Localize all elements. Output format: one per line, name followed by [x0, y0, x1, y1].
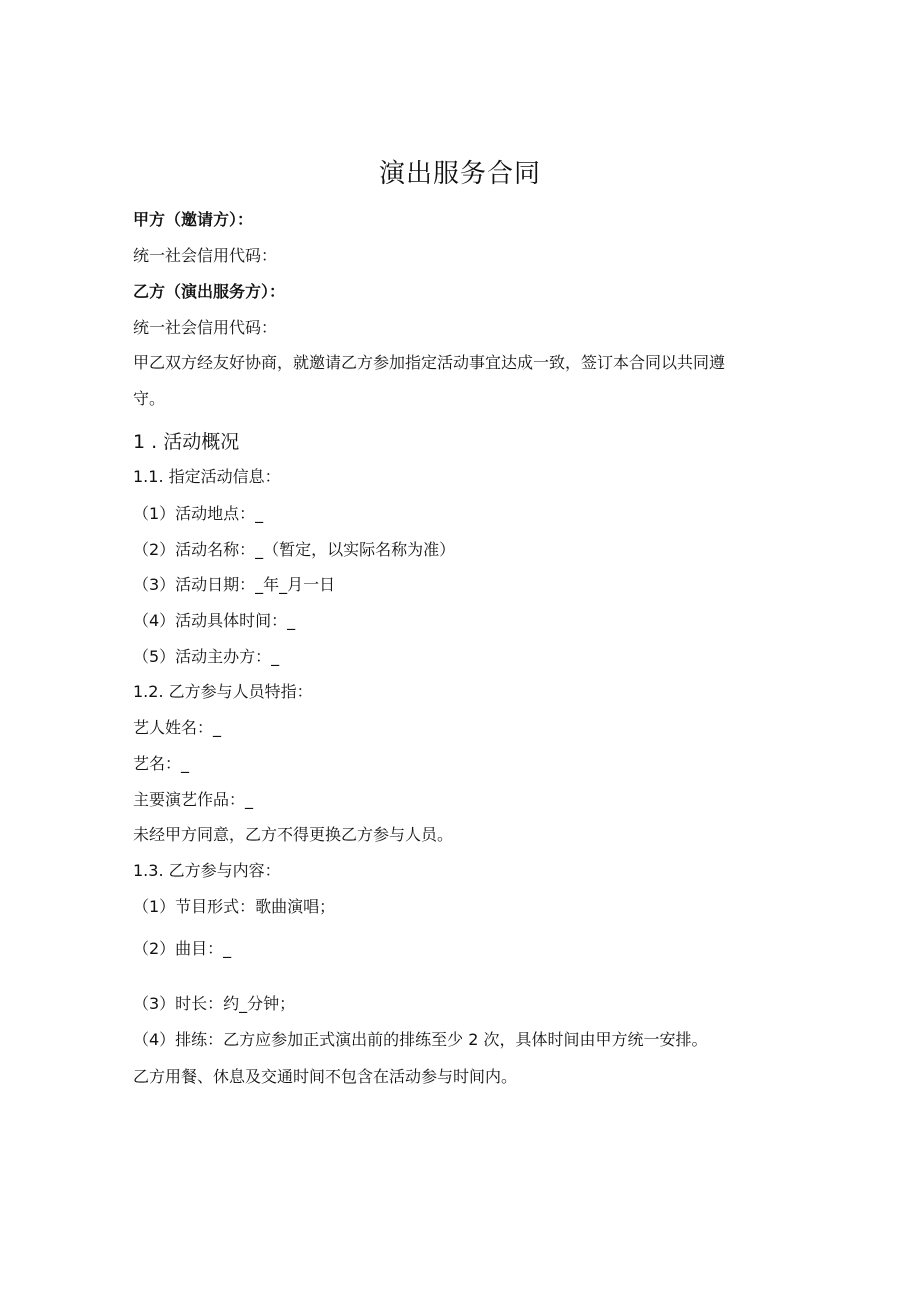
intro-paragraph-line-2: 守。 [133, 389, 166, 408]
closing-note: 乙方用餐、休息及交通时间不包含在活动参与时间内。 [133, 1067, 518, 1086]
stage-name-field: 艺名：_ [133, 754, 190, 773]
activity-info-item: （2）活动名称：_（暂定，以实际名称为准） [133, 540, 456, 559]
section-1-2-heading: 1.2. 乙方参与人员特指： [133, 682, 313, 701]
intro-paragraph-line-1: 甲乙双方经友好协商，就邀请乙方参加指定活动事宜达成一致，签订本合同以共同遵 [133, 353, 726, 372]
party-b-label: 乙方（演出服务方）： [133, 282, 286, 301]
document-title: 演出服务合同 [378, 159, 541, 189]
participation-item: （3）时长：约_分钟； [133, 994, 296, 1013]
participation-item: （2）曲目：_ [133, 939, 232, 958]
section-1-heading: 1 . 活动概况 [133, 431, 240, 453]
party-a-label: 甲方（邀请方）： [133, 210, 254, 229]
main-works-field: 主要演艺作品：_ [133, 790, 254, 809]
party-b-credit-code-label: 统一社会信用代码： [133, 318, 278, 337]
artist-name-field: 艺人姓名：_ [133, 718, 222, 737]
party-a-credit-code-label: 统一社会信用代码： [133, 246, 278, 265]
no-replacement-clause: 未经甲方同意，乙方不得更换乙方参与人员。 [133, 825, 454, 844]
section-1-3-heading: 1.3. 乙方参与内容： [133, 861, 281, 880]
activity-info-item: （1）活动地点：_ [133, 504, 264, 523]
section-1-1-heading: 1.1. 指定活动信息： [133, 467, 281, 486]
activity-info-item: （3）活动日期：_年_月一日 [133, 575, 336, 594]
activity-info-item: （4）活动具体时间：_ [133, 611, 296, 630]
participation-item: （4）排练：乙方应参加正式演出前的排练至少 2 次，具体时间由甲方统一安排。 [133, 1030, 708, 1049]
activity-info-item: （5）活动主办方：_ [133, 647, 280, 666]
participation-item: （1）节目形式：歌曲演唱； [133, 897, 336, 916]
